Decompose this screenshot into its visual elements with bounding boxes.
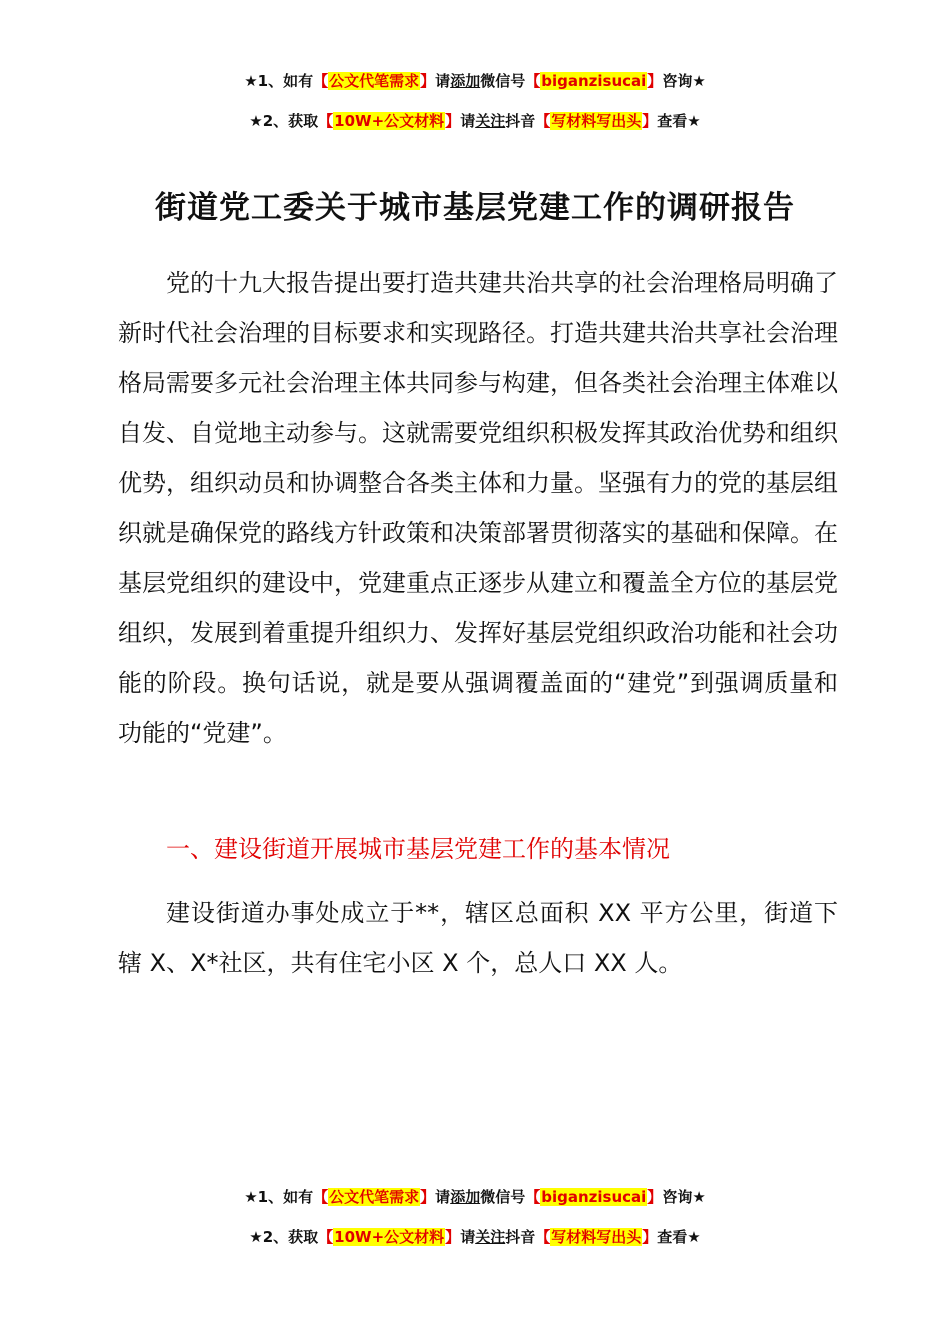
bracket: 】 [647, 1188, 663, 1206]
ad-underline-add: 添加 [450, 1188, 481, 1206]
ad-text: 请 [435, 72, 451, 90]
ad-highlight-materials: 10W+公文材料 [334, 112, 445, 130]
ad-text: 请 [460, 112, 476, 130]
ad-highlight-wechat-id: biganzisucai [541, 1188, 647, 1206]
body-paragraph: 党的十九大报告提出要打造共建共治共享的社会治理格局明确了新时代社会治理的目标要求和实现路径。打造共建共治共享社会治理格局需要多元社会治理主体共同参与构建，但各类社会治理主体难以自发、自觉地主动参与。这就需要党组织积极发挥其政治优势和组织优势，组织动员和协调整合各类主体和力量。坚强有力的党的基层组织就是确保党的路线方针政策和决策部署贯彻落实的基础和保障。在基层党组织的建设中，党建重点正逐步从建立和覆盖全方位的基层党组织，发展到着重提升组织力、发挥好基层党组织政治功能和社会功能的阶段。换句话说，就是要从强调覆盖面的“建党”到强调质量和功能的“党建”。 [118, 269, 838, 747]
bracket: 】 [420, 1188, 436, 1206]
ad-suffix: 咨询★ [662, 72, 706, 90]
ad-suffix: 查看★ [657, 1228, 701, 1246]
bracket: 】 [642, 1228, 658, 1246]
bracket: 【 [318, 1228, 334, 1246]
ad-underline-follow: 关注 [475, 112, 506, 130]
ad-prefix: ★1、如有 [244, 72, 314, 90]
ad-highlight-materials: 10W+公文材料 [334, 1228, 445, 1246]
bracket: 【 [313, 1188, 329, 1206]
ad-text: 请 [460, 1228, 476, 1246]
ad-text: 抖音 [505, 1228, 536, 1246]
body-paragraph: 建设街道办事处成立于**，辖区总面积 XX 平方公里，街道下辖 X、X*社区，共有住宅小区 X 个，总人口 XX 人。 [118, 899, 838, 977]
ad-line-2-bottom [0, 1226, 950, 1248]
bracket: 【 [318, 112, 334, 130]
ad-line-1-top [0, 70, 950, 92]
bracket: 【 [535, 112, 551, 130]
ad-prefix: ★1、如有 [244, 1188, 314, 1206]
ad-highlight-douyin-id: 写材料写出头 [551, 1228, 642, 1246]
bracket: 【 [535, 1228, 551, 1246]
ad-text: 微信号 [480, 1188, 526, 1206]
bracket: 】 [420, 72, 436, 90]
bracket: 【 [313, 72, 329, 90]
ad-line-2-top [0, 110, 950, 132]
bracket: 【 [525, 72, 541, 90]
ad-suffix: 咨询★ [662, 1188, 706, 1206]
ad-text: 抖音 [505, 112, 536, 130]
ad-highlight-service: 公文代笔需求 [329, 1188, 420, 1206]
ad-prefix: ★2、获取 [249, 1228, 319, 1246]
ad-line-1-bottom [0, 1186, 950, 1208]
document-title: 街道党工委关于城市基层党建工作的调研报告 [155, 190, 795, 226]
bracket: 】 [445, 1228, 461, 1246]
ad-underline-add: 添加 [450, 72, 481, 90]
bracket: 【 [525, 1188, 541, 1206]
bracket: 】 [642, 112, 658, 130]
ad-highlight-service: 公文代笔需求 [329, 72, 420, 90]
ad-text: 请 [435, 1188, 451, 1206]
bracket: 】 [445, 112, 461, 130]
ad-text: 微信号 [480, 72, 526, 90]
section-heading: 一、建设街道开展城市基层党建工作的基本情况 [166, 835, 670, 863]
ad-underline-follow: 关注 [475, 1228, 506, 1246]
bracket: 】 [647, 72, 663, 90]
ad-highlight-douyin-id: 写材料写出头 [551, 112, 642, 130]
ad-prefix: ★2、获取 [249, 112, 319, 130]
ad-suffix: 查看★ [657, 112, 701, 130]
ad-highlight-wechat-id: biganzisucai [541, 72, 647, 90]
